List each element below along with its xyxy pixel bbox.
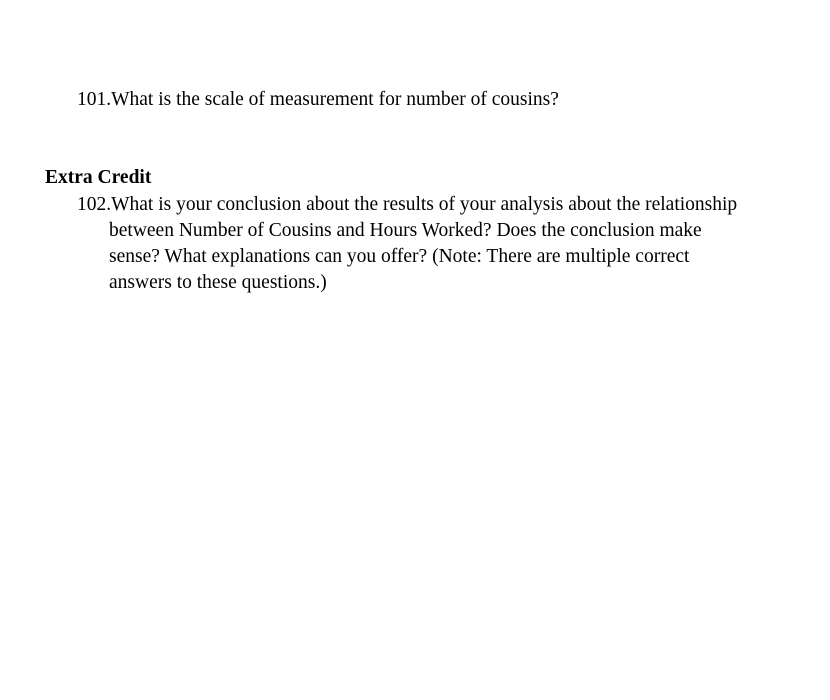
question-101 (77, 87, 559, 113)
section-heading-extra-credit: Extra Credit (45, 167, 152, 188)
question-text-line-4: answers to these questions.) (109, 272, 327, 293)
question-text-line-1: What is your conclusion about the results of your analysis about the relationship (111, 194, 738, 215)
question-number: 102. (77, 194, 112, 215)
question-number: 101. (77, 89, 112, 110)
question-text: What is the scale of measurement for number of cousins? (111, 89, 559, 110)
question-102 (77, 192, 737, 296)
question-text-line-3: sense? What explanations can you offer? (Note: There are multiple correct (109, 246, 690, 267)
question-text-line-2: between Number of Cousins and Hours Worked? Does the conclusion make (109, 220, 702, 241)
